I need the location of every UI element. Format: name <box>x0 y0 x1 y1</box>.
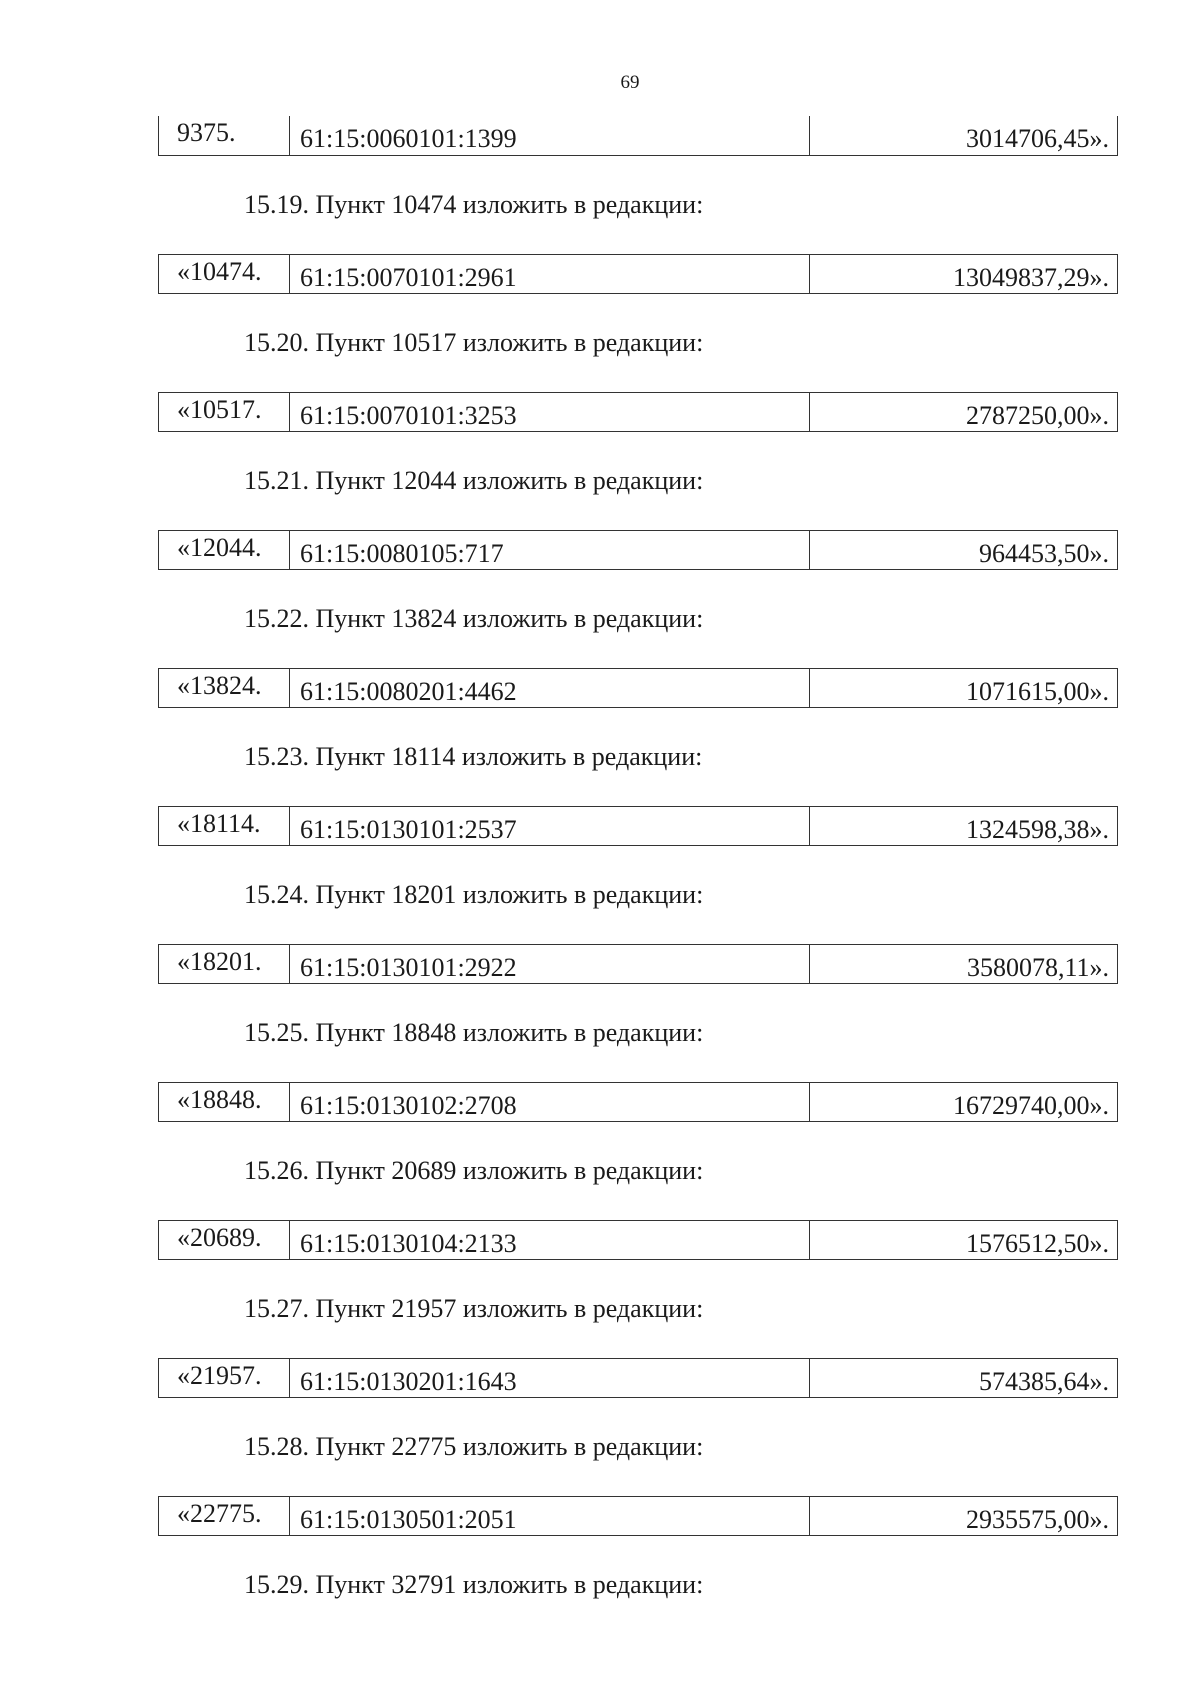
table-row <box>158 806 1118 846</box>
paragraph-heading: 15.23. Пункт 18114 изложить в редакции: <box>244 742 703 771</box>
table-row <box>158 530 1118 570</box>
cadastral-value: 2787250,00». <box>966 401 1109 430</box>
paragraph-heading: 15.19. Пункт 10474 изложить в редакции: <box>244 190 704 219</box>
item-number: «20689. <box>177 1223 262 1252</box>
item-number: «10474. <box>177 257 262 286</box>
paragraph-heading: 15.20. Пункт 10517 изложить в редакции: <box>244 328 704 357</box>
cadastral-value: 1576512,50». <box>966 1229 1109 1258</box>
item-number: «18201. <box>177 947 262 976</box>
item-number: «18848. <box>177 1085 262 1114</box>
cadastral-number: 61:15:0070101:2961 <box>300 263 517 292</box>
item-number: «13824. <box>177 671 262 700</box>
page-number: 69 <box>620 72 640 93</box>
cadastral-number: 61:15:0130104:2133 <box>300 1229 517 1258</box>
cadastral-value: 1071615,00». <box>966 677 1109 706</box>
cadastral-number: 61:15:0080105:717 <box>300 539 504 568</box>
cadastral-number: 61:15:0130102:2708 <box>300 1091 517 1120</box>
table-row <box>158 668 1118 708</box>
table-row <box>158 1220 1118 1260</box>
paragraph-heading: 15.28. Пункт 22775 изложить в редакции: <box>244 1432 704 1461</box>
item-number: 9375. <box>177 118 236 147</box>
table-row <box>158 944 1118 984</box>
cadastral-number: 61:15:0070101:3253 <box>300 401 517 430</box>
table-row <box>158 1358 1118 1398</box>
paragraph-heading: 15.25. Пункт 18848 изложить в редакции: <box>244 1018 704 1047</box>
cadastral-number: 61:15:0080201:4462 <box>300 677 517 706</box>
cadastral-value: 13049837,29». <box>953 263 1109 292</box>
cadastral-value: 16729740,00». <box>953 1091 1109 1120</box>
cadastral-value: 574385,64». <box>979 1367 1109 1396</box>
cadastral-number: 61:15:0060101:1399 <box>300 124 517 153</box>
table-row <box>158 1082 1118 1122</box>
cadastral-number: 61:15:0130101:2537 <box>300 815 517 844</box>
paragraph-heading: 15.22. Пункт 13824 изложить в редакции: <box>244 604 704 633</box>
item-number: «21957. <box>177 1361 262 1390</box>
paragraph-heading: 15.26. Пункт 20689 изложить в редакции: <box>244 1156 704 1185</box>
table-row <box>158 1496 1118 1536</box>
cadastral-value: 2935575,00». <box>966 1505 1109 1534</box>
paragraph-heading: 15.24. Пункт 18201 изложить в редакции: <box>244 880 704 909</box>
cadastral-number: 61:15:0130501:2051 <box>300 1505 517 1534</box>
cadastral-value: 964453,50». <box>979 539 1109 568</box>
item-number: «22775. <box>177 1499 262 1528</box>
item-number: «12044. <box>177 533 262 562</box>
table-row <box>158 116 1118 156</box>
cadastral-number: 61:15:0130101:2922 <box>300 953 517 982</box>
item-number: «10517. <box>177 395 262 424</box>
cadastral-number: 61:15:0130201:1643 <box>300 1367 517 1396</box>
paragraph-heading: 15.27. Пункт 21957 изложить в редакции: <box>244 1294 704 1323</box>
cadastral-value: 3014706,45». <box>966 124 1109 153</box>
paragraph-heading: 15.29. Пункт 32791 изложить в редакции: <box>244 1570 704 1599</box>
table-row <box>158 254 1118 294</box>
cadastral-value: 3580078,11». <box>966 953 1109 982</box>
item-number: «18114. <box>177 809 261 838</box>
paragraph-heading: 15.21. Пункт 12044 изложить в редакции: <box>244 466 704 495</box>
cadastral-value: 1324598,38». <box>966 815 1109 844</box>
table-row <box>158 392 1118 432</box>
